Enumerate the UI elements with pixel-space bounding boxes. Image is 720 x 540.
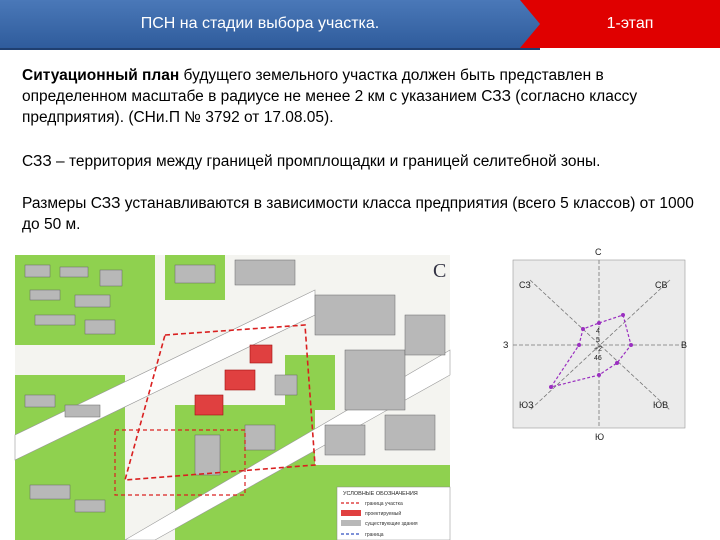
legend-item: граница участка	[365, 501, 403, 507]
rose-value-label: 4	[596, 328, 600, 335]
dir-northwest-label: СЗ	[519, 280, 531, 290]
map-legend	[337, 487, 450, 540]
page-title: ПСН на стадии выбора участка.	[140, 15, 380, 32]
legend-item: проектируемый	[365, 511, 402, 517]
situation-plan-term: Ситуационный план	[22, 67, 180, 84]
dir-southeast-label: ЮВ	[653, 400, 669, 410]
dir-north-label: С	[595, 247, 602, 257]
north-symbol: С	[433, 260, 447, 282]
legend-item: граница	[365, 532, 384, 538]
stage-label: 1-этап	[606, 15, 654, 32]
rose-value-label: +2	[594, 346, 602, 353]
dir-northeast-label: СВ	[655, 280, 668, 290]
situation-plan-paragraph	[22, 65, 702, 128]
site-plan-map	[15, 255, 450, 540]
dir-east-label: В	[681, 340, 688, 350]
legend-item: существующие здания	[365, 521, 418, 527]
dir-southwest-label: ЮЗ	[519, 400, 534, 410]
legend-title: УСЛОВНЫЕ ОБОЗНАЧЕНИЯ	[343, 491, 418, 497]
rose-value-label: 46	[594, 355, 602, 362]
header-banner	[0, 0, 720, 50]
wind-rose-diagram	[505, 245, 695, 445]
dir-south-label: Ю	[595, 432, 605, 442]
szz-definition-paragraph: СЗЗ – территория между границей промплощадки и границей селитебной зоны.	[22, 153, 601, 170]
rose-value-label: 5	[596, 337, 600, 344]
situation-plan-text: будущего земельного участка должен быть представлен в определенном масштабе в радиусе не менее 2 км с указанием СЗЗ (согласно классу предприятия). (СНи.П № 3792 от 17.08.05).	[22, 67, 638, 126]
szz-size-paragraph: Размеры СЗЗ устанавливаются в зависимости класса предприятия (всего 5 классов) от 1000 до 50 м.	[22, 195, 694, 233]
dir-west-label: З	[503, 340, 509, 350]
